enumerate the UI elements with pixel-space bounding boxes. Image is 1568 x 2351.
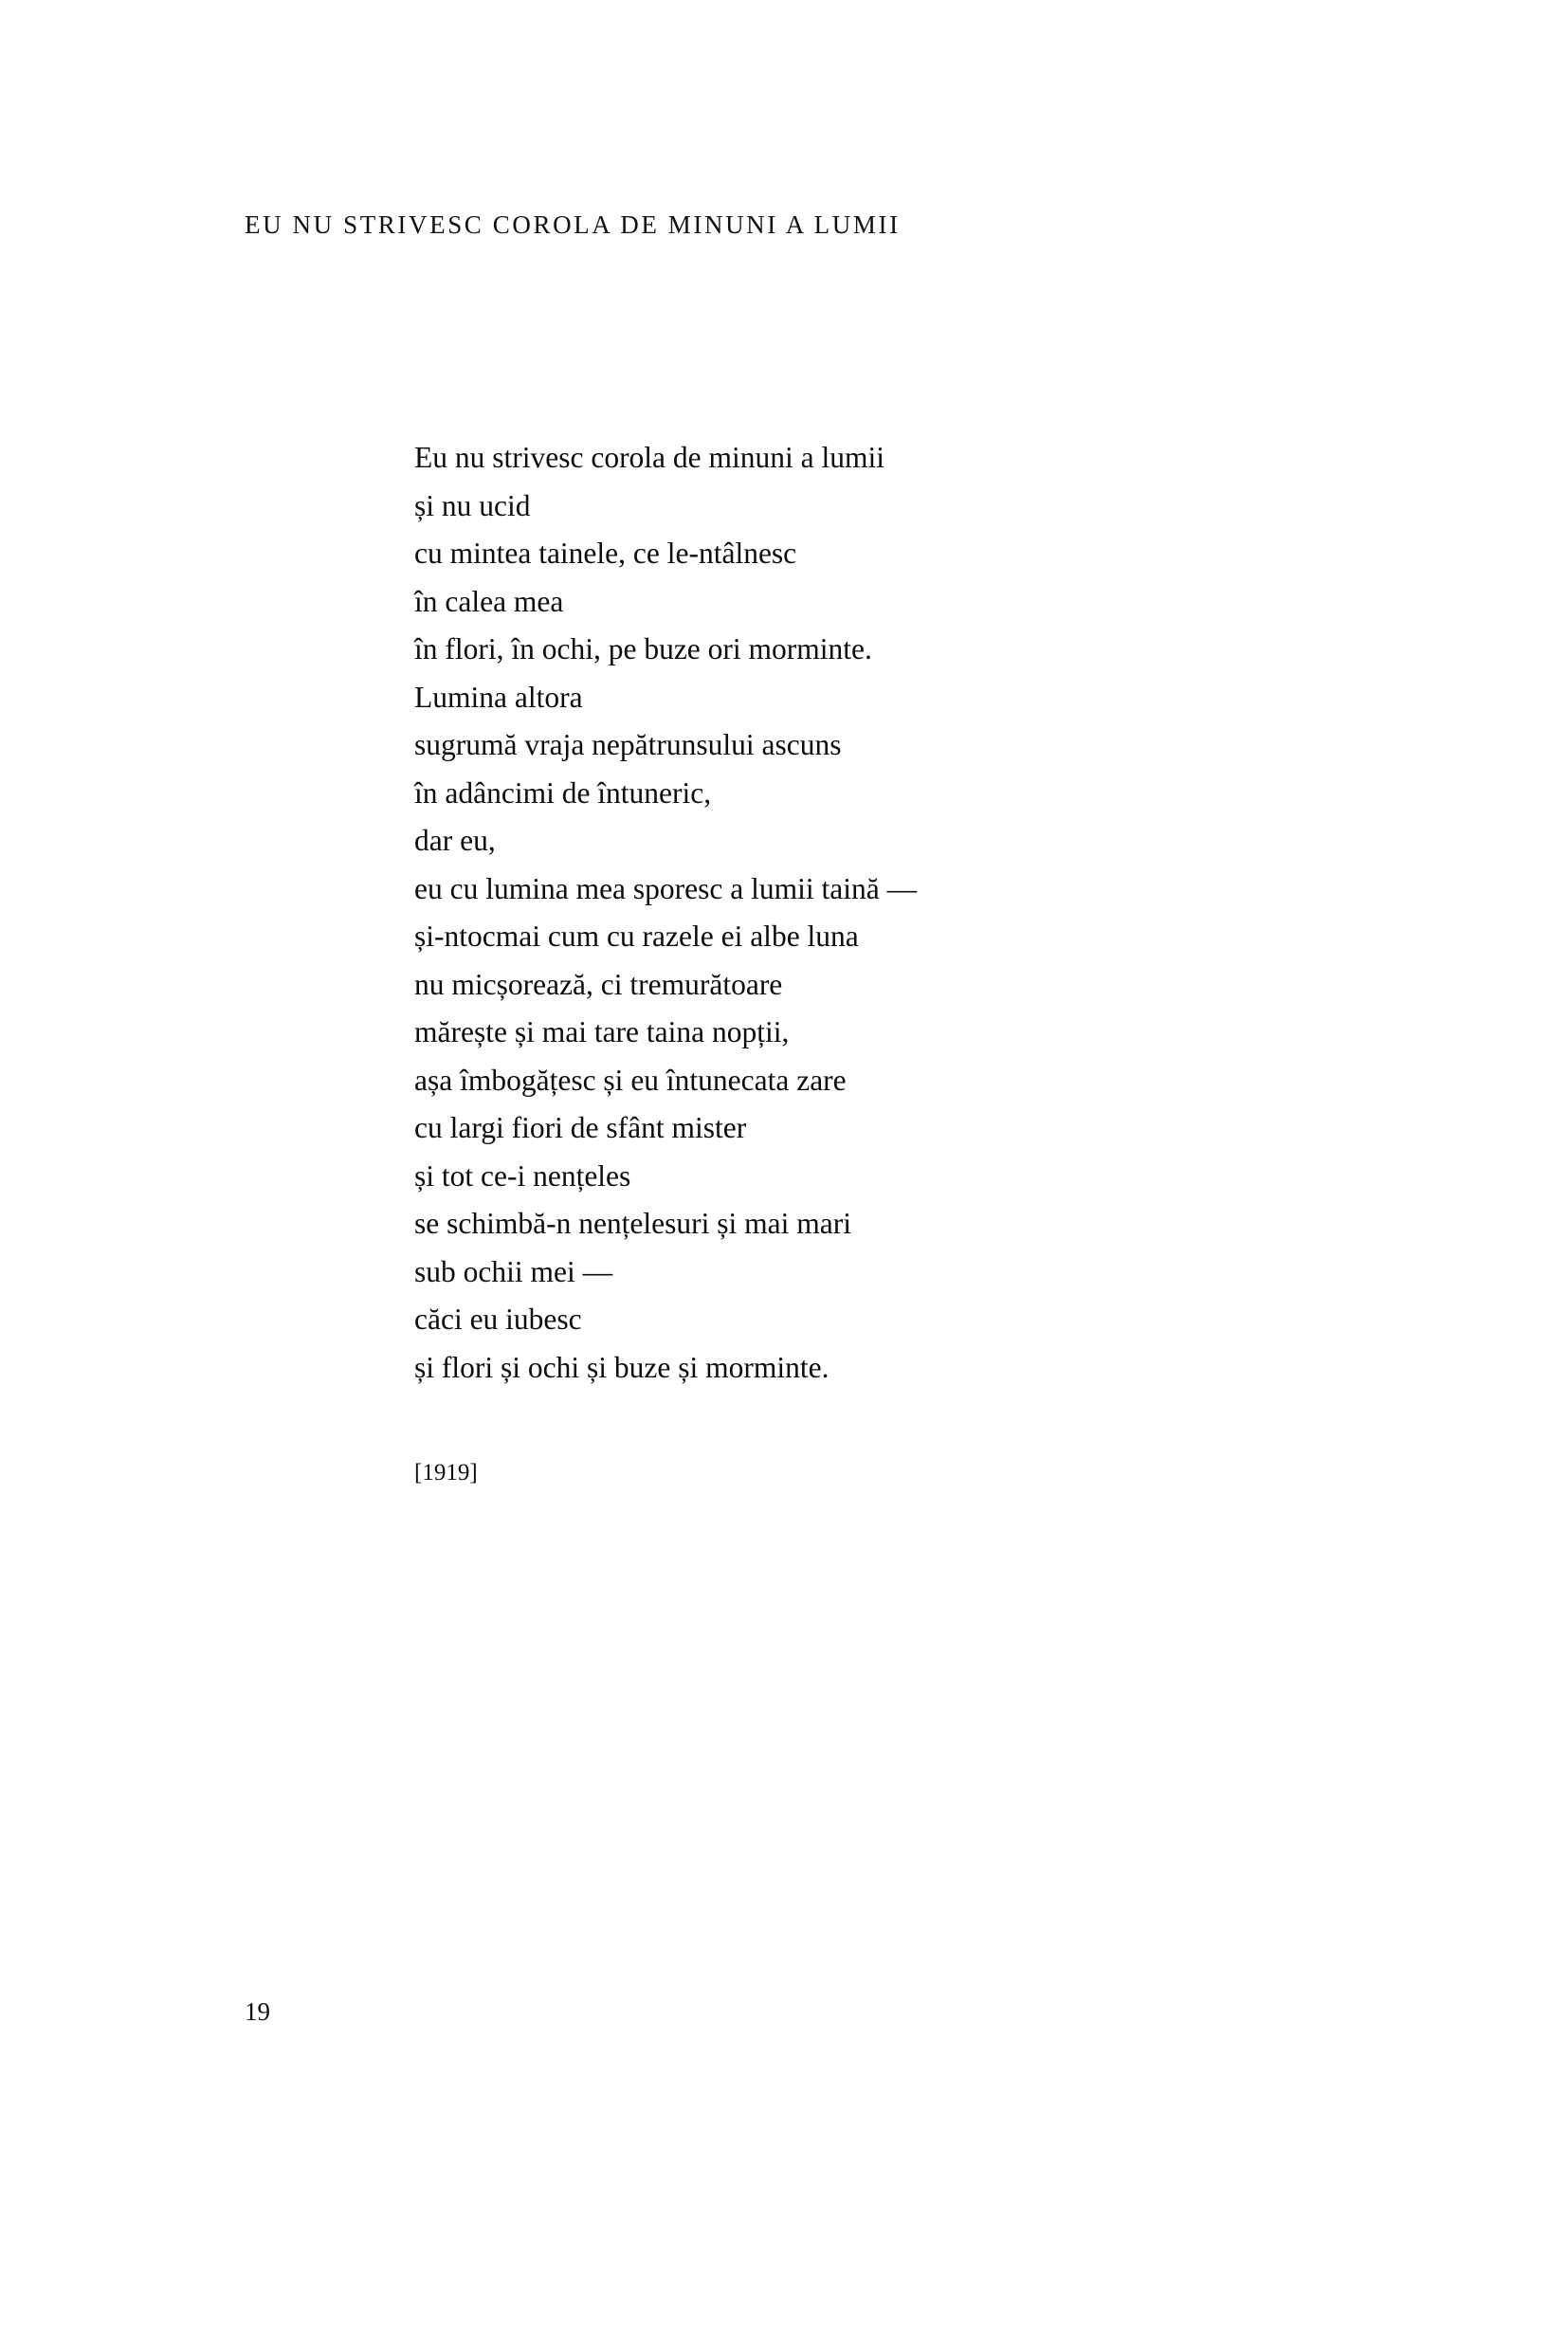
poem-line: sub ochii mei — [414, 1254, 613, 1288]
poem-line: în calea mea [414, 584, 564, 618]
running-head: EU NU STRIVESC COROLA DE MINUNI A LUMII [245, 210, 901, 239]
poem-line: așa îmbogățesc și eu întunecata zare [414, 1063, 847, 1097]
poem-date-note: [1919] [414, 1460, 478, 1485]
poem-line: căci eu iubesc [414, 1303, 582, 1336]
poem-line: Lumina altora [414, 680, 583, 714]
poem-line: dar eu, [414, 824, 496, 857]
poem-line: în flori, în ochi, pe buze ori morminte. [414, 632, 872, 665]
poem-line: sugrumă vraja nepătrunsului ascuns [414, 728, 842, 761]
poem-line: în adâncimi de întuneric, [414, 775, 712, 810]
poem-line: și-ntocmai cum cu razele ei albe luna [414, 920, 859, 953]
poem-body [414, 434, 1267, 1392]
poem-line: mărește și mai tare taina nopții, [414, 1015, 790, 1048]
poem-line: nu micșorează, ci tremurătoare [414, 967, 783, 1001]
poem-line: Eu nu strivesc corola de minuni a lumii [414, 441, 885, 474]
poem-line: se schimbă-n nențelesuri și mai mari [414, 1207, 851, 1240]
page-number: 19 [245, 1997, 270, 2026]
poem-line: cu largi fiori de sfânt mister [414, 1111, 747, 1144]
poem-line: cu mintea tainele, ce le-ntâlnesc [414, 537, 797, 570]
poem-line: și flori și ochi și buze și morminte. [414, 1350, 830, 1384]
poem-line: și nu ucid [414, 488, 531, 522]
poem-line: eu cu lumina mea sporesc a lumii taină — [414, 871, 918, 905]
poem-line: și tot ce-i nențeles [414, 1158, 631, 1193]
